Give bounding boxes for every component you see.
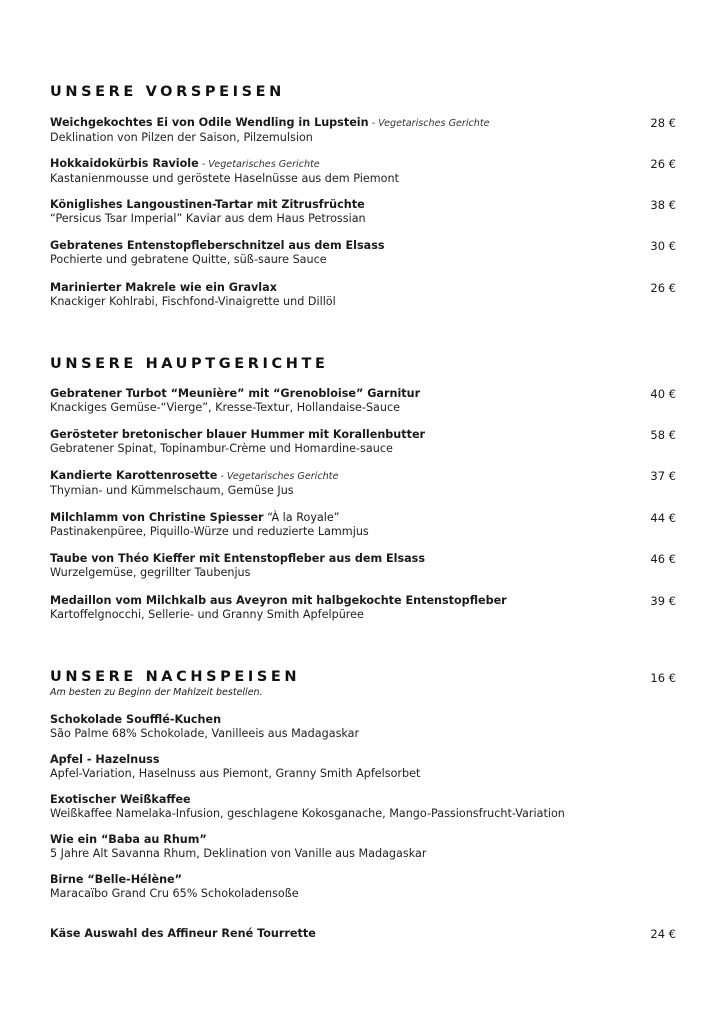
- menu-item: [50, 713, 676, 741]
- section-title: UNSERE HAUPTGERICHTE: [50, 356, 329, 372]
- item-name: Gerösteter bretonischer blauer Hummer mit Korallenbutter: [50, 428, 426, 441]
- item-name: Käse Auswahl des Affineur René Tourrette: [50, 927, 316, 940]
- item-tag: - Vegetarisches Gerichte: [198, 159, 320, 170]
- item-name: Gebratenes Entenstopfleberschnitzel aus dem Elsass: [50, 239, 385, 252]
- item-description: Gebratener Spinat, Topinambur-Crème und Homardine-sauce: [50, 442, 393, 455]
- item-description: Kastanienmousse und geröstete Haselnüsse aus dem Piemont: [50, 172, 399, 185]
- item-description: “Persicus Tsar Imperial” Kaviar aus dem Haus Petrossian: [50, 212, 366, 225]
- section-price: 16 €: [650, 671, 676, 685]
- item-price: 26 €: [650, 157, 676, 171]
- item-price: 37 €: [650, 469, 676, 483]
- menu-item: [50, 469, 676, 498]
- menu-item: [50, 552, 676, 580]
- item-name: Marinierter Makrele wie ein Gravlax: [50, 281, 277, 294]
- item-name: Taube von Théo Kieffer mit Entenstopfleber aus dem Elsass: [50, 552, 425, 565]
- section-nachspeisen: [50, 668, 676, 699]
- item-description: Wurzelgemüse, gegrillter Taubenjus: [50, 566, 251, 579]
- item-price: 58 €: [650, 428, 676, 442]
- item-description: Knackiger Kohlrabi, Fischfond-Vinaigrette und Dillöl: [50, 295, 336, 308]
- item-price: 40 €: [650, 387, 676, 401]
- section-hauptgerichte: [50, 355, 676, 373]
- menu-item: [50, 281, 676, 309]
- section-vorspeisen: [50, 83, 676, 101]
- section-note: Am besten zu Beginn der Mahlzeit bestellen.: [50, 687, 263, 698]
- item-price: 24 €: [650, 927, 676, 941]
- item-name: Königlishes Langoustinen-Tartar mit Zitrusfrüchte: [50, 198, 365, 211]
- menu-item-kaese: [50, 927, 676, 941]
- item-name: Weichgekochtes Ei von Odile Wendling in Lupstein: [50, 116, 369, 129]
- section-title: UNSERE VORSPEISEN: [50, 84, 285, 100]
- item-description: Apfel-Variation, Haselnuss aus Piemont, Granny Smith Apfelsorbet: [50, 767, 421, 780]
- menu-item: [50, 428, 676, 456]
- item-description: São Palme 68% Schokolade, Vanilleeis aus Madagaskar: [50, 727, 360, 740]
- item-name: Hokkaidokürbis Raviole: [50, 157, 199, 170]
- item-price: 38 €: [650, 198, 676, 212]
- item-quote: “À la Royale”: [263, 511, 340, 524]
- item-name: Gebratener Turbot “Meunière” mit “Grenobloise” Garnitur: [50, 387, 421, 400]
- item-description: Pochierte und gebratene Quitte, süß-saure Sauce: [50, 253, 327, 266]
- menu-item: [50, 594, 676, 622]
- item-name: Medaillon vom Milchkalb aus Aveyron mit halbgekochte Entenstopfleber: [50, 594, 507, 607]
- menu-item: [50, 387, 676, 415]
- item-name: Birne “Belle-Hélène”: [50, 873, 182, 886]
- item-description: Knackiges Gemüse-“Vierge”, Kresse-Textur, Hollandaise-Sauce: [50, 401, 401, 414]
- item-description: Weißkaffee Namelaka-Infusion, geschlagene Kokosganache, Mango-Passionsfrucht-Variation: [50, 807, 565, 820]
- item-description: Deklination von Pilzen der Saison, Pilzemulsion: [50, 131, 313, 144]
- menu-item: [50, 116, 676, 145]
- menu-item: [50, 198, 676, 226]
- item-description: Maracaïbo Grand Cru 65% Schokoladensoße: [50, 887, 299, 900]
- item-tag: - Vegetarisches Gerichte: [217, 471, 339, 482]
- section-title: UNSERE NACHSPEISEN: [50, 669, 301, 685]
- item-price: 39 €: [650, 594, 676, 608]
- menu-item: [50, 793, 676, 821]
- item-price: 28 €: [650, 116, 676, 130]
- item-description: Pastinakenpüree, Piquillo-Würze und reduzierte Lammjus: [50, 525, 369, 538]
- item-tag: - Vegetarisches Gerichte: [368, 118, 490, 129]
- menu-item: [50, 239, 676, 267]
- menu-item: [50, 157, 676, 186]
- item-price: 44 €: [650, 511, 676, 525]
- item-name: Milchlamm von Christine Spiesser: [50, 511, 264, 524]
- item-price: 26 €: [650, 281, 676, 295]
- item-name: Schokolade Soufflé-Kuchen: [50, 713, 222, 726]
- item-name: Kandierte Karottenrosette: [50, 469, 218, 482]
- item-description: Kartoffelgnocchi, Sellerie- und Granny Smith Apfelpüree: [50, 608, 364, 621]
- menu-item: [50, 753, 676, 781]
- item-description: Thymian- und Kümmelschaum, Gemüse Jus: [50, 484, 294, 497]
- item-name: Apfel - Hazelnuss: [50, 753, 160, 766]
- item-description: 5 Jahre Alt Savanna Rhum, Deklination von Vanille aus Madagaskar: [50, 847, 427, 860]
- menu-item: [50, 873, 676, 901]
- item-price: 46 €: [650, 552, 676, 566]
- item-name: Exotischer Weißkaffee: [50, 793, 191, 806]
- menu-item: [50, 511, 676, 539]
- item-name: Wie ein “Baba au Rhum”: [50, 833, 207, 846]
- menu-item: [50, 833, 676, 861]
- item-price: 30 €: [650, 239, 676, 253]
